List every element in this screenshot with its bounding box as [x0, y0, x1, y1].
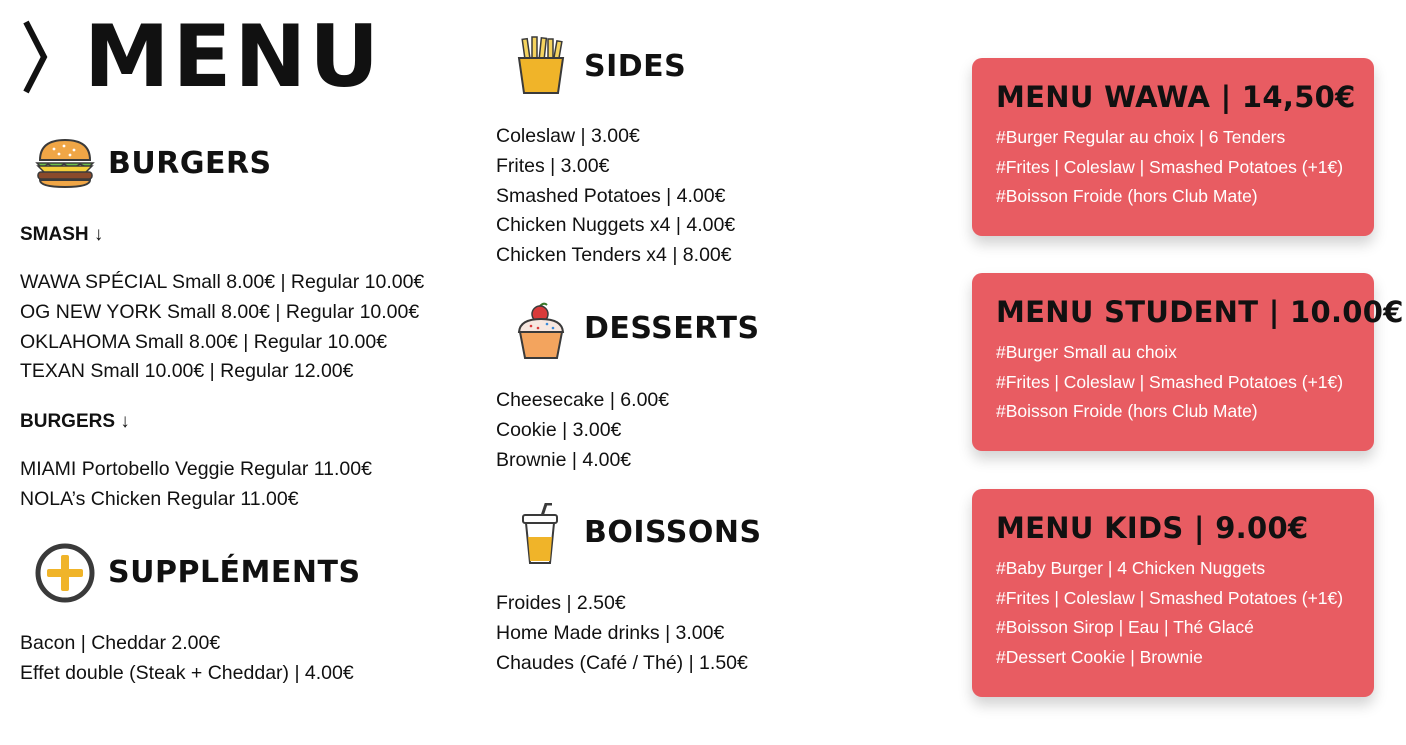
boissons-list: [496, 589, 748, 678]
list-item: Cheesecake | 6.00€: [496, 389, 670, 411]
list-item: OG NEW YORK Small 8.00€ | Regular 10.00€: [20, 300, 420, 323]
burger-icon: [34, 136, 96, 190]
sides-title: SIDES: [584, 49, 687, 84]
plus-circle-icon: [34, 542, 96, 604]
menu-card-line: #Frites | Coleslaw | Smashed Potatoes (+1€): [996, 371, 1344, 392]
fries-icon: [514, 36, 568, 96]
smash-list: [20, 268, 424, 387]
list-item: WAWA SPÉCIAL Small 8.00€ | Regular 10.00€: [20, 271, 425, 293]
menu-card-line: #Boisson Sirop | Eau | Thé Glacé: [996, 617, 1254, 638]
list-item: TEXAN Small 10.00€ | Regular 12.00€: [20, 360, 354, 383]
page-title: [22, 7, 383, 107]
list-item: Chicken Nuggets x4 | 4.00€: [496, 214, 736, 237]
desserts-title: DESSERTS: [584, 311, 760, 346]
menu-card-line: #Dessert Cookie | Brownie: [996, 647, 1203, 668]
menu-card-title: MENU STUDENT | 10.00€: [996, 295, 1404, 329]
menu-card-lines: [996, 123, 1350, 212]
list-item: Cookie | 3.00€: [496, 418, 622, 441]
list-item: Brownie | 4.00€: [496, 448, 632, 471]
chevron-right-icon: [22, 18, 50, 96]
list-item: Coleslaw | 3.00€: [496, 125, 640, 147]
list-item: Chicken Tenders x4 | 8.00€: [496, 244, 732, 267]
list-item: Bacon | Cheddar 2.00€: [20, 632, 221, 654]
menu-card-line: #Baby Burger | 4 Chicken Nuggets: [996, 557, 1266, 578]
burgers-subtitle: BURGERS ↓: [20, 411, 130, 432]
burgers-title: BURGERS: [108, 146, 272, 181]
list-item: Chaudes (Café / Thé) | 1.50€: [496, 651, 748, 674]
menu-card-lines: [996, 338, 1350, 427]
list-item: Home Made drinks | 3.00€: [496, 621, 725, 644]
menu-card-student: [972, 273, 1404, 451]
drink-cup-icon: [520, 503, 560, 565]
menu-card-line: #Boisson Froide (hors Club Mate): [996, 401, 1258, 422]
menu-card-title: MENU WAWA | 14,50€: [996, 80, 1356, 114]
menu-card-wawa: [972, 58, 1374, 236]
list-item: OKLAHOMA Small 8.00€ | Regular 10.00€: [20, 330, 388, 353]
list-item: NOLA’s Chicken Regular 11.00€: [20, 487, 299, 510]
menu-card-lines: [996, 554, 1350, 673]
menu-card-title: MENU KIDS | 9.00€: [996, 511, 1309, 545]
desserts-list: [496, 386, 669, 475]
sides-list: [496, 122, 735, 271]
menu-card-kids: [972, 489, 1374, 697]
list-item: Smashed Potatoes | 4.00€: [496, 184, 726, 207]
list-item: Effet double (Steak + Cheddar) | 4.00€: [20, 661, 354, 684]
menu-card-line: #Burger Regular au choix | 6 Tenders: [996, 126, 1286, 147]
supplements-title: SUPPLÉMENTS: [108, 555, 361, 590]
cupcake-icon: [516, 302, 566, 360]
smash-subtitle: SMASH ↓: [20, 224, 104, 245]
page-title-text: MENU: [84, 7, 383, 107]
menu-card-line: #Burger Small au choix: [996, 341, 1177, 362]
menu-card-line: #Frites | Coleslaw | Smashed Potatoes (+1€): [996, 156, 1344, 177]
boissons-title: BOISSONS: [584, 515, 762, 550]
list-item: Frites | 3.00€: [496, 154, 610, 177]
list-item: MIAMI Portobello Veggie Regular 11.00€: [20, 458, 372, 480]
supplements-list: [20, 629, 354, 689]
menu-card-line: #Boisson Froide (hors Club Mate): [996, 186, 1258, 207]
menu-card-line: #Frites | Coleslaw | Smashed Potatoes (+1€): [996, 587, 1344, 608]
list-item: Froides | 2.50€: [496, 592, 626, 614]
burgers-list: [20, 455, 372, 515]
